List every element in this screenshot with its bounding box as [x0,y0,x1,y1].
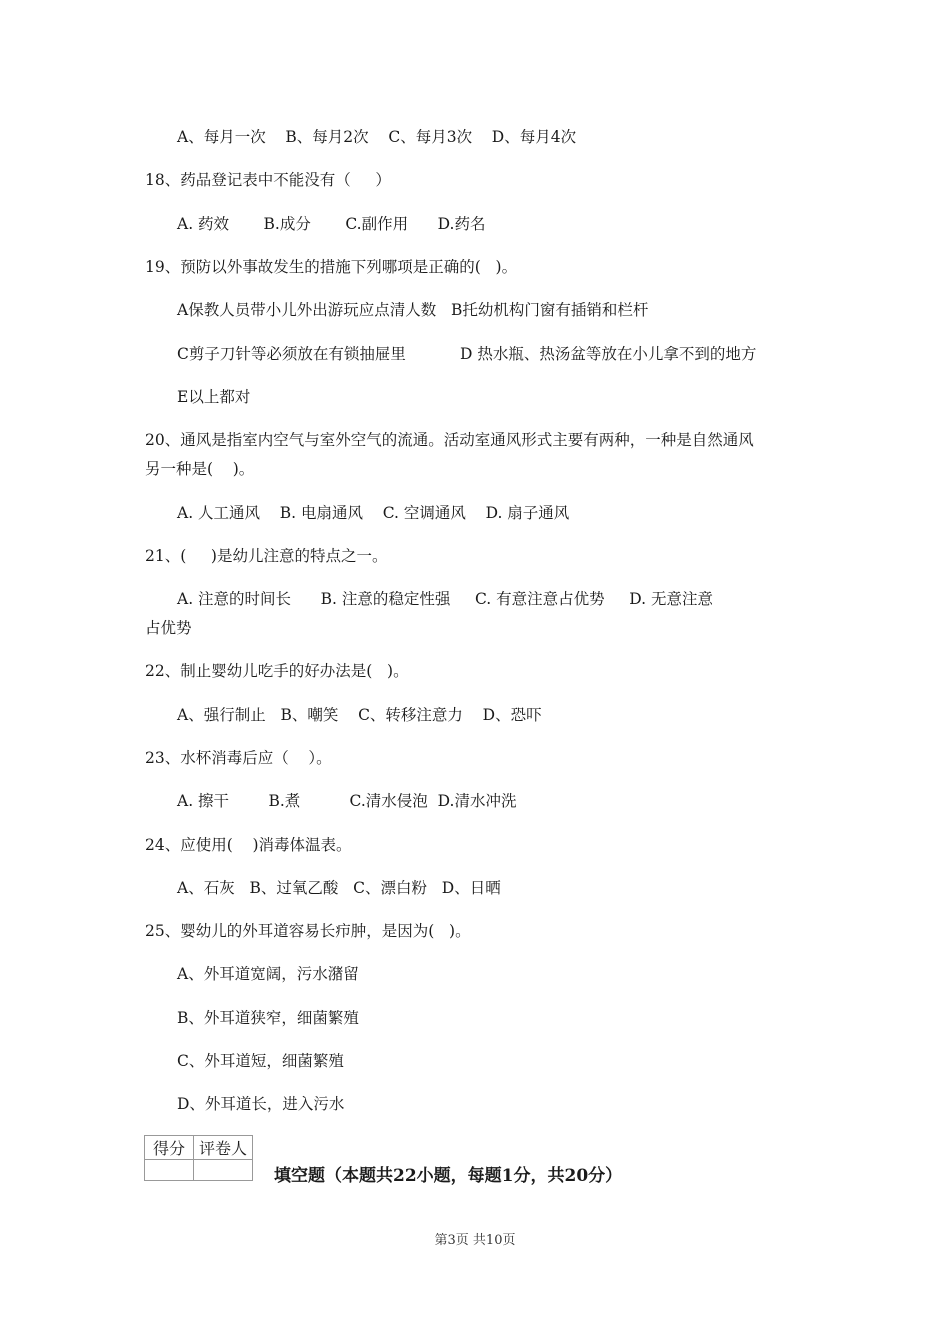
q21-options-cont: 占优势 [145,619,192,637]
q20-stem: 20、通风是指室内空气与室外空气的流通。活动室通风形式主要有两种，一种是自然通风 [145,431,754,449]
q19-options-cd: C剪子刀针等必须放在有锁抽屉里 D 热水瓶、热汤盆等放在小儿拿不到的地方 [177,345,757,363]
q25-option-a: A、外耳道宽阔，污水潴留 [177,965,359,983]
q23-stem: 23、水杯消毒后应（ ）。 [145,749,332,767]
page-footer: 第3页 共10页 [434,1233,516,1248]
q24-stem: 24、应使用( )消毒体温表。 [145,836,352,854]
q18-stem: 18、药品登记表中不能没有（ ） [145,171,391,189]
score-header: 得分 [145,1136,194,1160]
q19-option-e: E以上都对 [177,388,251,406]
q25-option-d: D、外耳道长，进入污水 [177,1095,345,1113]
q22-stem: 22、制止婴幼儿吃手的好办法是( )。 [145,662,409,680]
section-title: 填空题（本题共22小题，每题1分，共20分） [274,1166,623,1186]
q20-options: A. 人工通风 B. 电扇通风 C. 空调通风 D. 扇子通风 [177,504,570,522]
q18-options: A. 药效 B.成分 C.副作用 D.药名 [177,215,486,233]
q17-options: A、每月一次 B、每月2次 C、每月3次 D、每月4次 [177,128,577,146]
q22-options: A、强行制止 B、嘲笑 C、转移注意力 D、恐吓 [177,706,542,724]
q23-options: A. 擦干 B.煮 C.清水侵泡 D.清水冲洗 [177,792,517,810]
q24-options: A、石灰 B、过氧乙酸 C、漂白粉 D、日晒 [177,879,501,897]
q25-option-c: C、外耳道短，细菌繁殖 [177,1052,344,1070]
q20-stem-cont: 另一种是( )。 [145,460,255,478]
score-table [144,1135,253,1181]
score-cell [145,1160,194,1181]
q25-stem: 25、婴幼儿的外耳道容易长疖肿，是因为( )。 [145,922,471,940]
grader-cell [194,1160,253,1181]
q21-stem: 21、( )是幼儿注意的特点之一。 [145,547,388,565]
grader-header: 评卷人 [194,1136,253,1160]
q21-options: A. 注意的时间长 B. 注意的稳定性强 C. 有意注意占优势 D. 无意注意 [177,590,714,608]
q19-options-ab: A保教人员带小儿外出游玩应点清人数 B托幼机构门窗有插销和栏杆 [177,301,649,319]
q25-option-b: B、外耳道狭窄，细菌繁殖 [177,1009,359,1027]
q19-stem: 19、预防以外事故发生的措施下列哪项是正确的( )。 [145,258,518,276]
